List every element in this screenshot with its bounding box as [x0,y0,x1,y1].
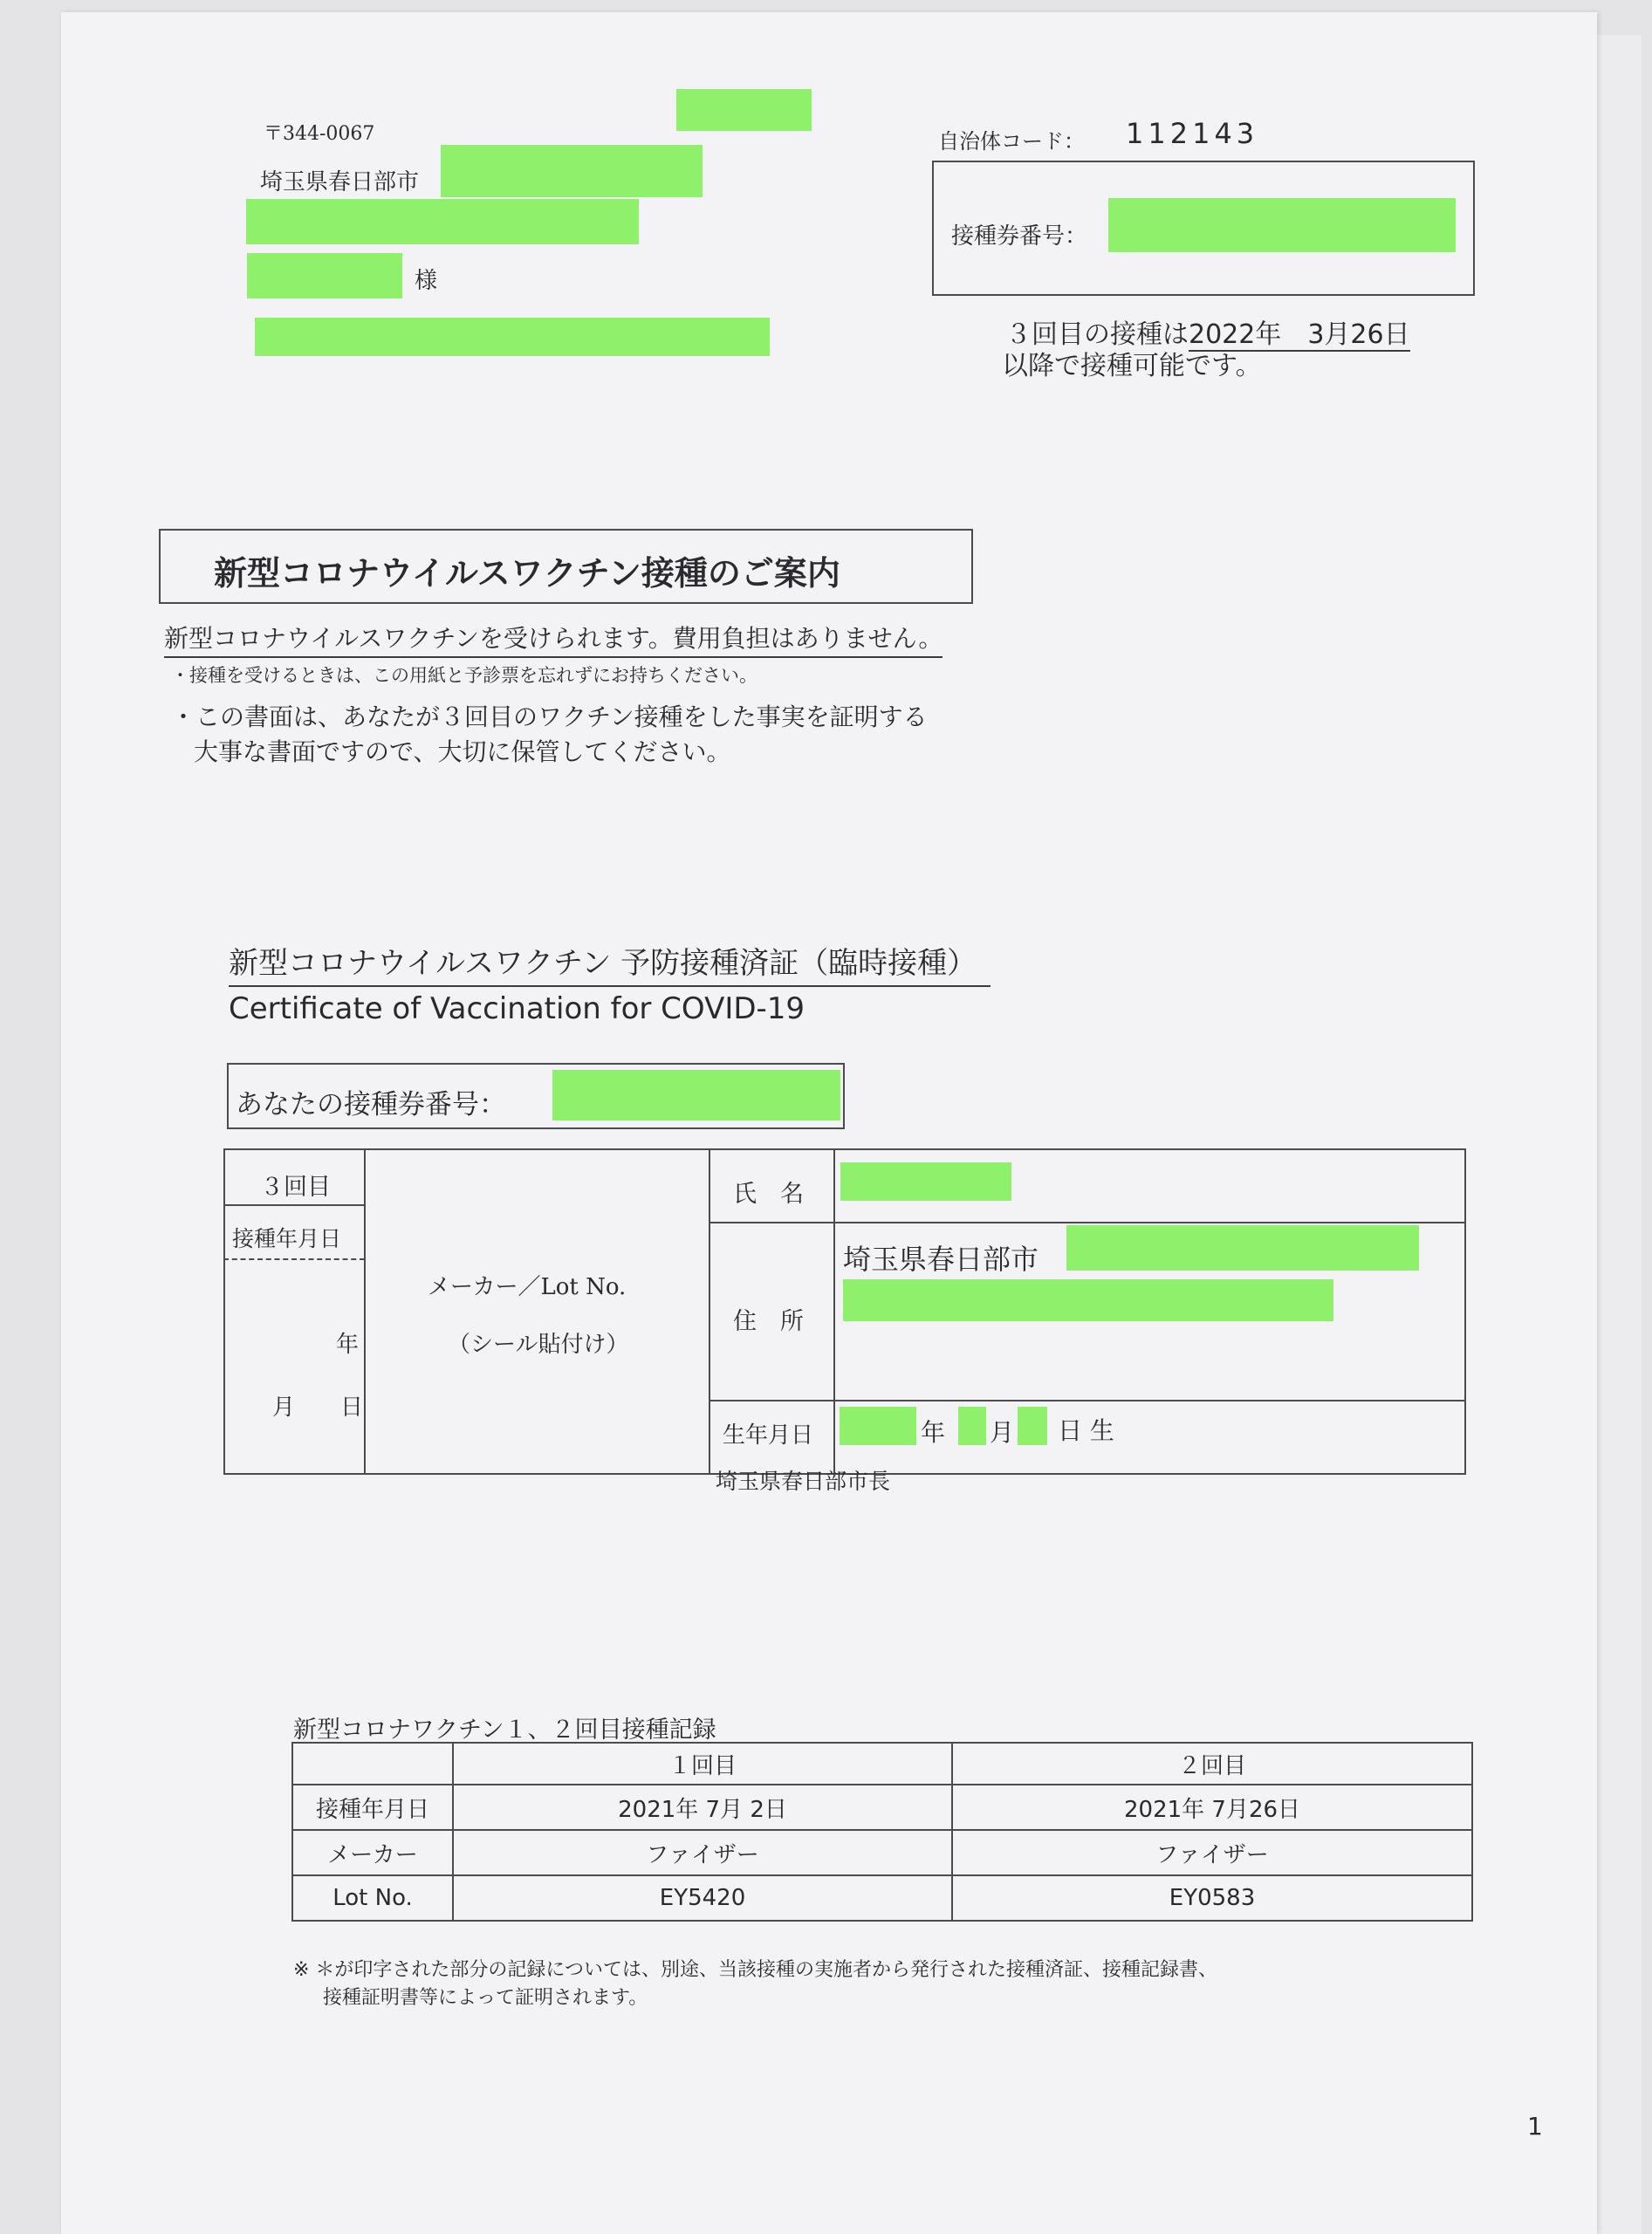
records-cell: 2021年 7月 2日 [453,1785,952,1830]
table-divider [709,1222,1466,1223]
table-divider [709,1148,710,1475]
redaction-mark [246,199,639,244]
table-row [292,1785,1472,1830]
dob-year: 年 [921,1418,946,1447]
records-col-dose2: ２回目 [952,1743,1472,1785]
document-sheet [61,12,1597,2234]
records-cell: 2021年 7月26日 [952,1785,1472,1830]
records-title: 新型コロナワクチン１、２回目接種記録 [293,1717,716,1744]
redaction-mark [1018,1407,1047,1445]
records-cell: EY5420 [453,1875,952,1921]
table-divider [709,1400,1466,1401]
records-cell: ファイザー [453,1830,952,1875]
certificate-title-ja: 新型コロナウイルスワクチン 予防接種済証（臨時接種） [229,939,991,987]
records-corner [292,1743,453,1785]
table-divider [223,1204,365,1206]
municipality-code-label: 自治体コード： [938,129,1085,154]
records-row-label: Lot No. [292,1875,453,1921]
redaction-mark [1066,1225,1419,1271]
date-label: 接種年月日 [232,1226,342,1251]
municipality-code: 112143 [1126,117,1259,150]
notice-bullet-2a: ・この書面は、あなたが３回目のワクチン接種をした事実を証明する [171,702,928,731]
records-row-label: メーカー [292,1830,453,1875]
notice-bullet-2b: 大事な書面ですので、大切に保管してください。 [194,737,731,766]
dose-label: ３回目 [260,1174,331,1201]
month-day-label: 月 日 [272,1395,364,1421]
address-city: 埼玉県春日部市 [260,169,420,195]
postal-code: 〒344-0067 [264,123,375,145]
table-row [292,1875,1472,1921]
table-divider [223,1258,365,1260]
redaction-mark [676,89,812,131]
address-label: 住 所 [733,1308,804,1335]
notice-subtitle: 新型コロナウイルスワクチンを受けられます。費用負担はありません。 [164,620,943,658]
redaction-mark [958,1407,986,1445]
records-col-dose1: １回目 [453,1743,952,1785]
name-label: 氏 名 [733,1181,804,1208]
eligibility-line2: 以降で接種可能です。 [1002,351,1262,381]
maker-lot-label: メーカー／Lot No. [428,1274,627,1300]
sticker-label: （シール貼付け） [448,1332,629,1358]
redaction-mark [843,1279,1333,1321]
certificate-ticket-label: あなたの接種券番号： [236,1089,506,1120]
redaction-mark [1108,198,1456,252]
dob-label: 生年月日 [723,1422,814,1449]
dob-day: 日 生 [1058,1416,1114,1445]
redaction-mark [441,145,703,197]
dob-month: 月 [990,1418,1015,1447]
certificate-address-city: 埼玉県春日部市 [843,1243,1039,1276]
eligibility-date: 2022年 3月26日 [1189,319,1410,350]
redaction-mark [247,253,402,298]
footnote-line1: ※ ＊が印字された部分の記録については、別途、当該接種の実施者から発行された接種済証、接種記録書、 [293,1959,1217,1981]
page-number: 1 [1527,2112,1543,2141]
redaction-mark [255,318,770,356]
footnote-line2: 接種証明書等によって証明されます。 [323,1987,648,2009]
issuer: 埼玉県春日部市長 [716,1469,891,1494]
redaction-mark [840,1407,916,1445]
records-table [291,1742,1473,1922]
table-divider [833,1148,835,1475]
certificate-title-en: Certificate of Vaccination for COVID-19 [229,991,805,1026]
redaction-mark [552,1070,840,1120]
redaction-mark [840,1162,1011,1201]
notice-title: 新型コロナウイルスワクチン接種のご案内 [214,554,840,593]
records-row-label: 接種年月日 [292,1785,453,1830]
table-row [292,1830,1472,1875]
year-label: 年 [336,1332,360,1358]
table-divider [364,1148,366,1475]
eligibility-prefix: ３回目の接種は [1005,319,1189,350]
honorific: 様 [415,268,438,294]
ticket-number-label: 接種券番号： [951,223,1088,250]
records-cell: ファイザー [952,1830,1472,1875]
notice-bullet-1: ・接種を受けるときは、この用紙と予診票を忘れずにお持ちください。 [171,665,757,686]
records-cell: EY0583 [952,1875,1472,1921]
